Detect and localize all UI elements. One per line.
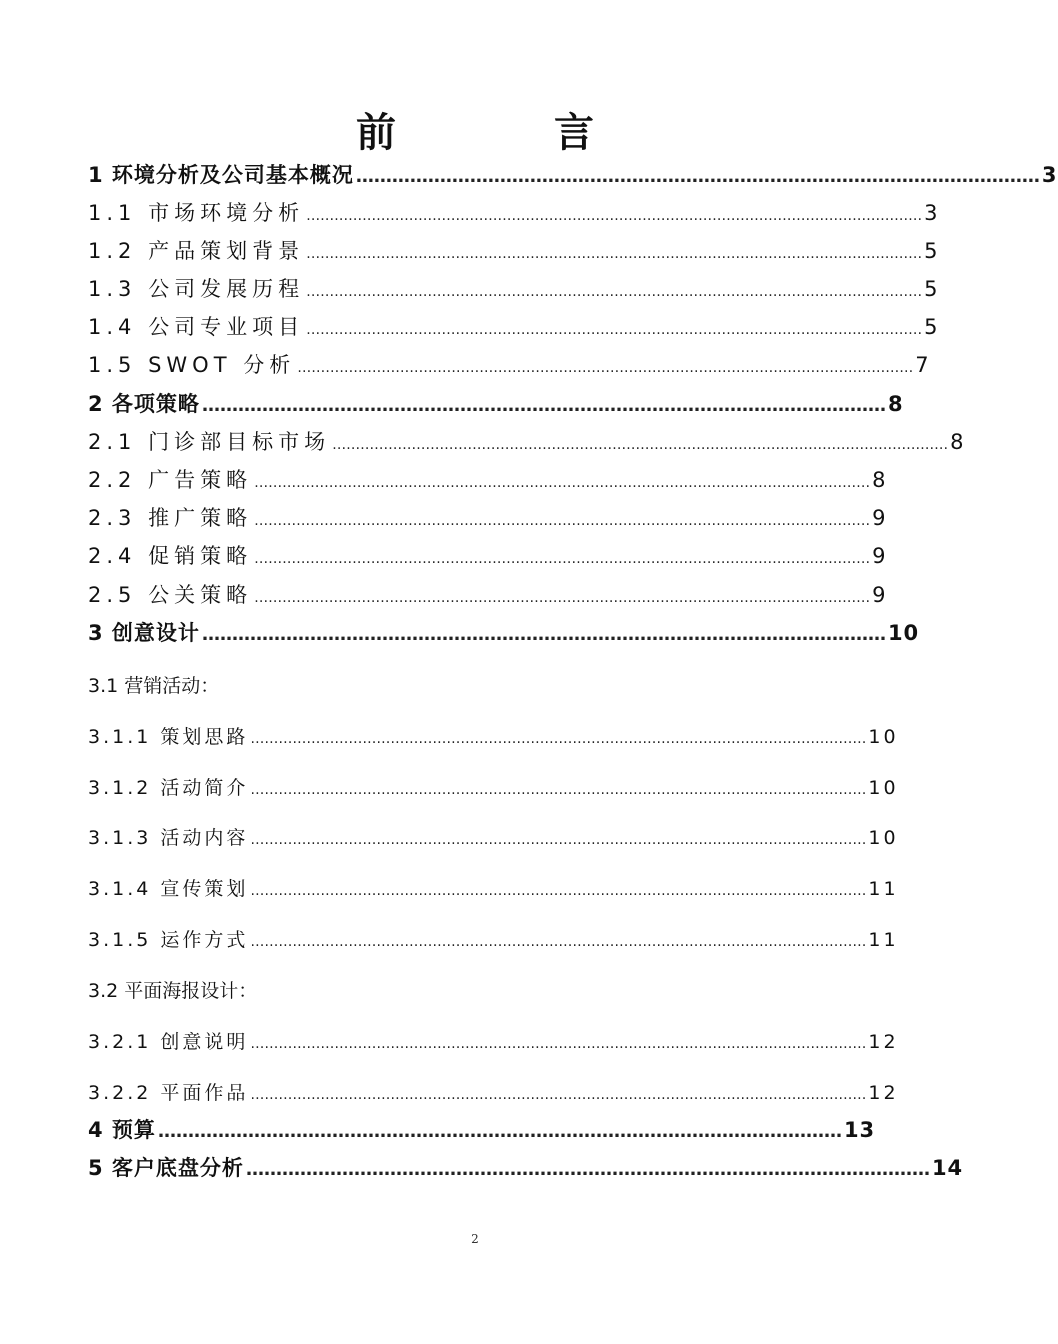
toc-entry-label: 2.2 广告策略 (88, 468, 253, 492)
toc-entry[interactable] (88, 160, 1058, 190)
toc-entry[interactable] (88, 503, 889, 533)
toc-entry[interactable] (88, 722, 899, 752)
toc-entry-label: 2.5 公关策略 (88, 583, 253, 607)
toc-entry[interactable] (88, 198, 941, 228)
toc-entry[interactable] (88, 236, 941, 266)
toc-entry[interactable] (88, 773, 899, 803)
toc-leader: …………………………………………………………………………………………………………………… (306, 246, 923, 262)
toc-leader: …………………………………………………………………………………………………………………… (250, 883, 867, 899)
page-number: 2 (471, 1232, 479, 1246)
toc-entry[interactable] (88, 389, 904, 419)
toc-entry-label: 1.2 产品策划背景 (88, 239, 305, 263)
toc-entry-page: 5 (924, 315, 941, 339)
toc-entry-page: 7 (915, 353, 932, 377)
toc-leader: …………………………………………………………………………………………………… (245, 1159, 930, 1180)
toc-entry-page: 10 (868, 726, 899, 748)
toc-entry[interactable] (88, 1153, 964, 1183)
toc-entry[interactable] (88, 1078, 899, 1108)
toc-entry-label: 1.5 SWOT 分析 (88, 353, 296, 377)
toc-entry[interactable] (88, 1115, 876, 1145)
toc-entry[interactable] (88, 580, 889, 610)
toc-entry-page: 8 (887, 392, 904, 416)
toc-entry-page: 11 (868, 878, 899, 900)
toc-leader: …………………………………………………………………………………………………………………… (254, 475, 871, 491)
toc-entry-label: 1.3 公司发展历程 (88, 277, 305, 301)
toc-leader: …………………………………………………………………………………………………………………… (306, 208, 923, 224)
toc-entry[interactable] (88, 350, 932, 380)
toc-entry[interactable] (88, 541, 889, 571)
toc-entry-label: 2 各项策略 (88, 392, 200, 416)
toc-entry-label: 1.4 公司专业项目 (88, 315, 305, 339)
toc-leader: …………………………………………………………………………………………………… (201, 395, 886, 416)
toc-entry-page: 8 (872, 468, 889, 492)
toc-entry-page: 10 (868, 827, 899, 849)
toc-leader: …………………………………………………………………………………………………… (157, 1121, 842, 1142)
toc-leader: …………………………………………………………………………………………………………………… (250, 1036, 867, 1052)
toc-entry-label: 3.1.5 运作方式 (88, 929, 249, 951)
toc-leader: …………………………………………………………………………………………………………………… (254, 513, 871, 529)
toc-entry-page: 10 (887, 621, 920, 645)
toc-entry-label: 3.1.1 策划思路 (88, 726, 249, 748)
toc-entry-page: 3 (924, 201, 941, 225)
toc-entry-label: 1.1 市场环境分析 (88, 201, 305, 225)
toc-leader: …………………………………………………………………………………………………… (201, 624, 886, 645)
toc-entry-page: 13 (843, 1118, 876, 1142)
toc-entry[interactable] (88, 465, 889, 495)
toc-leader: …………………………………………………………………………………………………………………… (250, 782, 867, 798)
toc-leader: …………………………………………………………………………………………………………………… (306, 284, 923, 300)
toc-entry-label: 3.1.4 宣传策划 (88, 878, 249, 900)
toc-subheading: 3.1 营销活动： (88, 675, 220, 697)
toc-leader: …………………………………………………………………………………………………………………… (254, 590, 871, 606)
toc-entry-page: 5 (924, 277, 941, 301)
page-title: 前 言 (356, 110, 666, 156)
toc-entry-page: 12 (868, 1031, 899, 1053)
toc-leader: …………………………………………………………………………………………………………………… (250, 731, 867, 747)
toc-entry[interactable] (88, 874, 899, 904)
toc-entry-label: 2.4 促销策略 (88, 544, 253, 568)
toc-entry-page: 12 (868, 1082, 899, 1104)
toc-entry-page: 8 (950, 430, 967, 454)
toc-entry-page: 9 (872, 506, 889, 530)
toc-entry[interactable] (88, 618, 920, 648)
toc-entry-page: 9 (872, 583, 889, 607)
toc-entry-page: 10 (868, 777, 899, 799)
toc-leader: …………………………………………………………………………………………………………………… (306, 322, 923, 338)
toc-entry-label: 4 预算 (88, 1118, 156, 1142)
toc-entry-label: 1 环境分析及公司基本概况 (88, 163, 354, 187)
toc-leader: …………………………………………………………………………………………………………………… (250, 1087, 867, 1103)
toc-entry[interactable] (88, 823, 899, 853)
toc-entry-page: 5 (924, 239, 941, 263)
toc-entry[interactable] (88, 274, 941, 304)
toc-leader: …………………………………………………………………………………………………………………… (332, 437, 949, 453)
toc-leader: …………………………………………………………………………………………………………………… (250, 934, 867, 950)
toc-leader: …………………………………………………………………………………………………………………… (250, 832, 867, 848)
toc-entry-page: 11 (868, 929, 899, 951)
toc-leader: …………………………………………………………………………………………………… (355, 166, 1040, 187)
toc-subheading: 3.2 平面海报设计： (88, 980, 258, 1002)
toc-entry-page: 3 (1041, 163, 1058, 187)
toc-entry-label: 5 客户底盘分析 (88, 1156, 244, 1180)
toc-entry-label: 3.1.3 活动内容 (88, 827, 249, 849)
toc-leader: …………………………………………………………………………………………………………………… (297, 360, 914, 376)
toc-leader: …………………………………………………………………………………………………………………… (254, 551, 871, 567)
toc-entry-page: 9 (872, 544, 889, 568)
toc-entry-page: 14 (931, 1156, 964, 1180)
toc-entry-label: 2.1 门诊部目标市场 (88, 430, 331, 454)
toc-entry-label: 3.2.1 创意说明 (88, 1031, 249, 1053)
toc-entry[interactable] (88, 312, 941, 342)
toc-entry-label: 3.2.2 平面作品 (88, 1082, 249, 1104)
toc-entry[interactable] (88, 1027, 899, 1057)
toc-entry-label: 3.1.2 活动简介 (88, 777, 249, 799)
toc-entry-label: 2.3 推广策略 (88, 506, 253, 530)
toc-entry[interactable] (88, 427, 967, 457)
toc-entry-label: 3 创意设计 (88, 621, 200, 645)
toc-entry[interactable] (88, 925, 899, 955)
